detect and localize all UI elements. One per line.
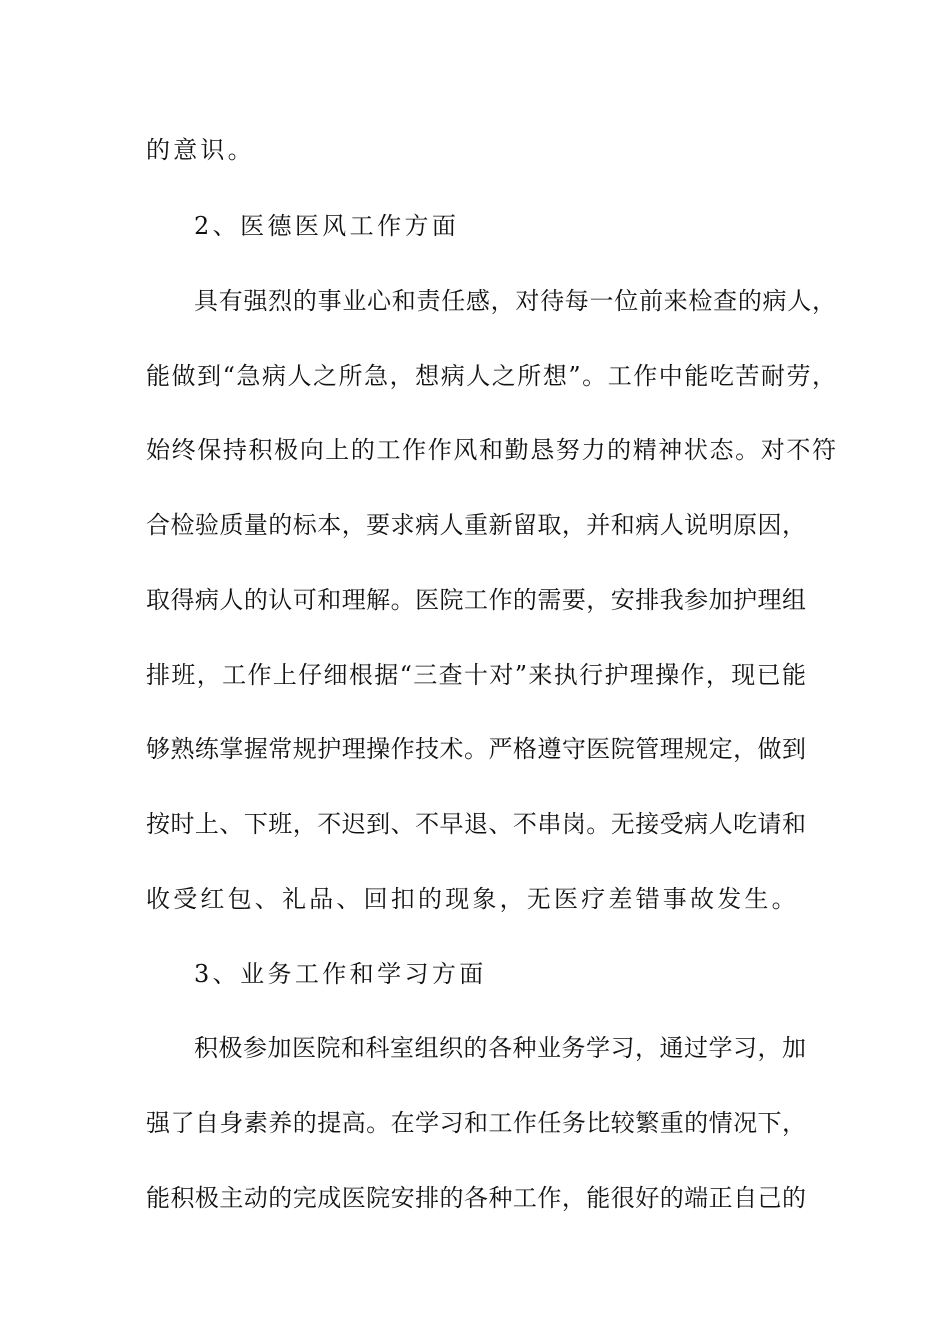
- paragraph-line: 积极参加医院和科室组织的各种业务学习，通过学习，加: [194, 1034, 806, 1062]
- paragraph-line: 合检验质量的标本，要求病人重新留取，并和病人说明原因，: [146, 511, 806, 539]
- paragraph-line: 强了自身素养的提高。在学习和工作任务比较繁重的情况下，: [146, 1109, 806, 1137]
- section-heading-2: 2、医德医风工作方面: [194, 212, 460, 240]
- paragraph-line: 收受红包、礼品、回扣的现象，无医疗差错事故发生。: [146, 885, 799, 913]
- paragraph-line: 能做到“急病人之所急，想病人之所想”。工作中能吃苦耐劳，: [146, 362, 836, 390]
- paragraph-line-continuation: 的意识。: [146, 136, 255, 164]
- paragraph-line: 排班，工作上仔细根据“三查十对”来执行护理操作，现已能: [146, 661, 806, 689]
- paragraph-line: 取得病人的认可和理解。医院工作的需要，安排我参加护理组: [146, 586, 806, 614]
- section-heading-3: 3、业务工作和学习方面: [194, 960, 487, 988]
- paragraph-line: 按时上、下班，不迟到、不早退、不串岗。无接受病人吃请和: [146, 810, 806, 838]
- paragraph-line: 具有强烈的事业心和责任感，对待每一位前来检查的病人，: [194, 287, 836, 315]
- paragraph-line: 够熟练掌握常规护理操作技术。严格遵守医院管理规定，做到: [146, 735, 806, 763]
- paragraph-line: 能积极主动的完成医院安排的各种工作，能很好的端正自己的: [146, 1184, 806, 1212]
- paragraph-line: 始终保持积极向上的工作作风和勤恳努力的精神状态。对不符: [146, 436, 836, 464]
